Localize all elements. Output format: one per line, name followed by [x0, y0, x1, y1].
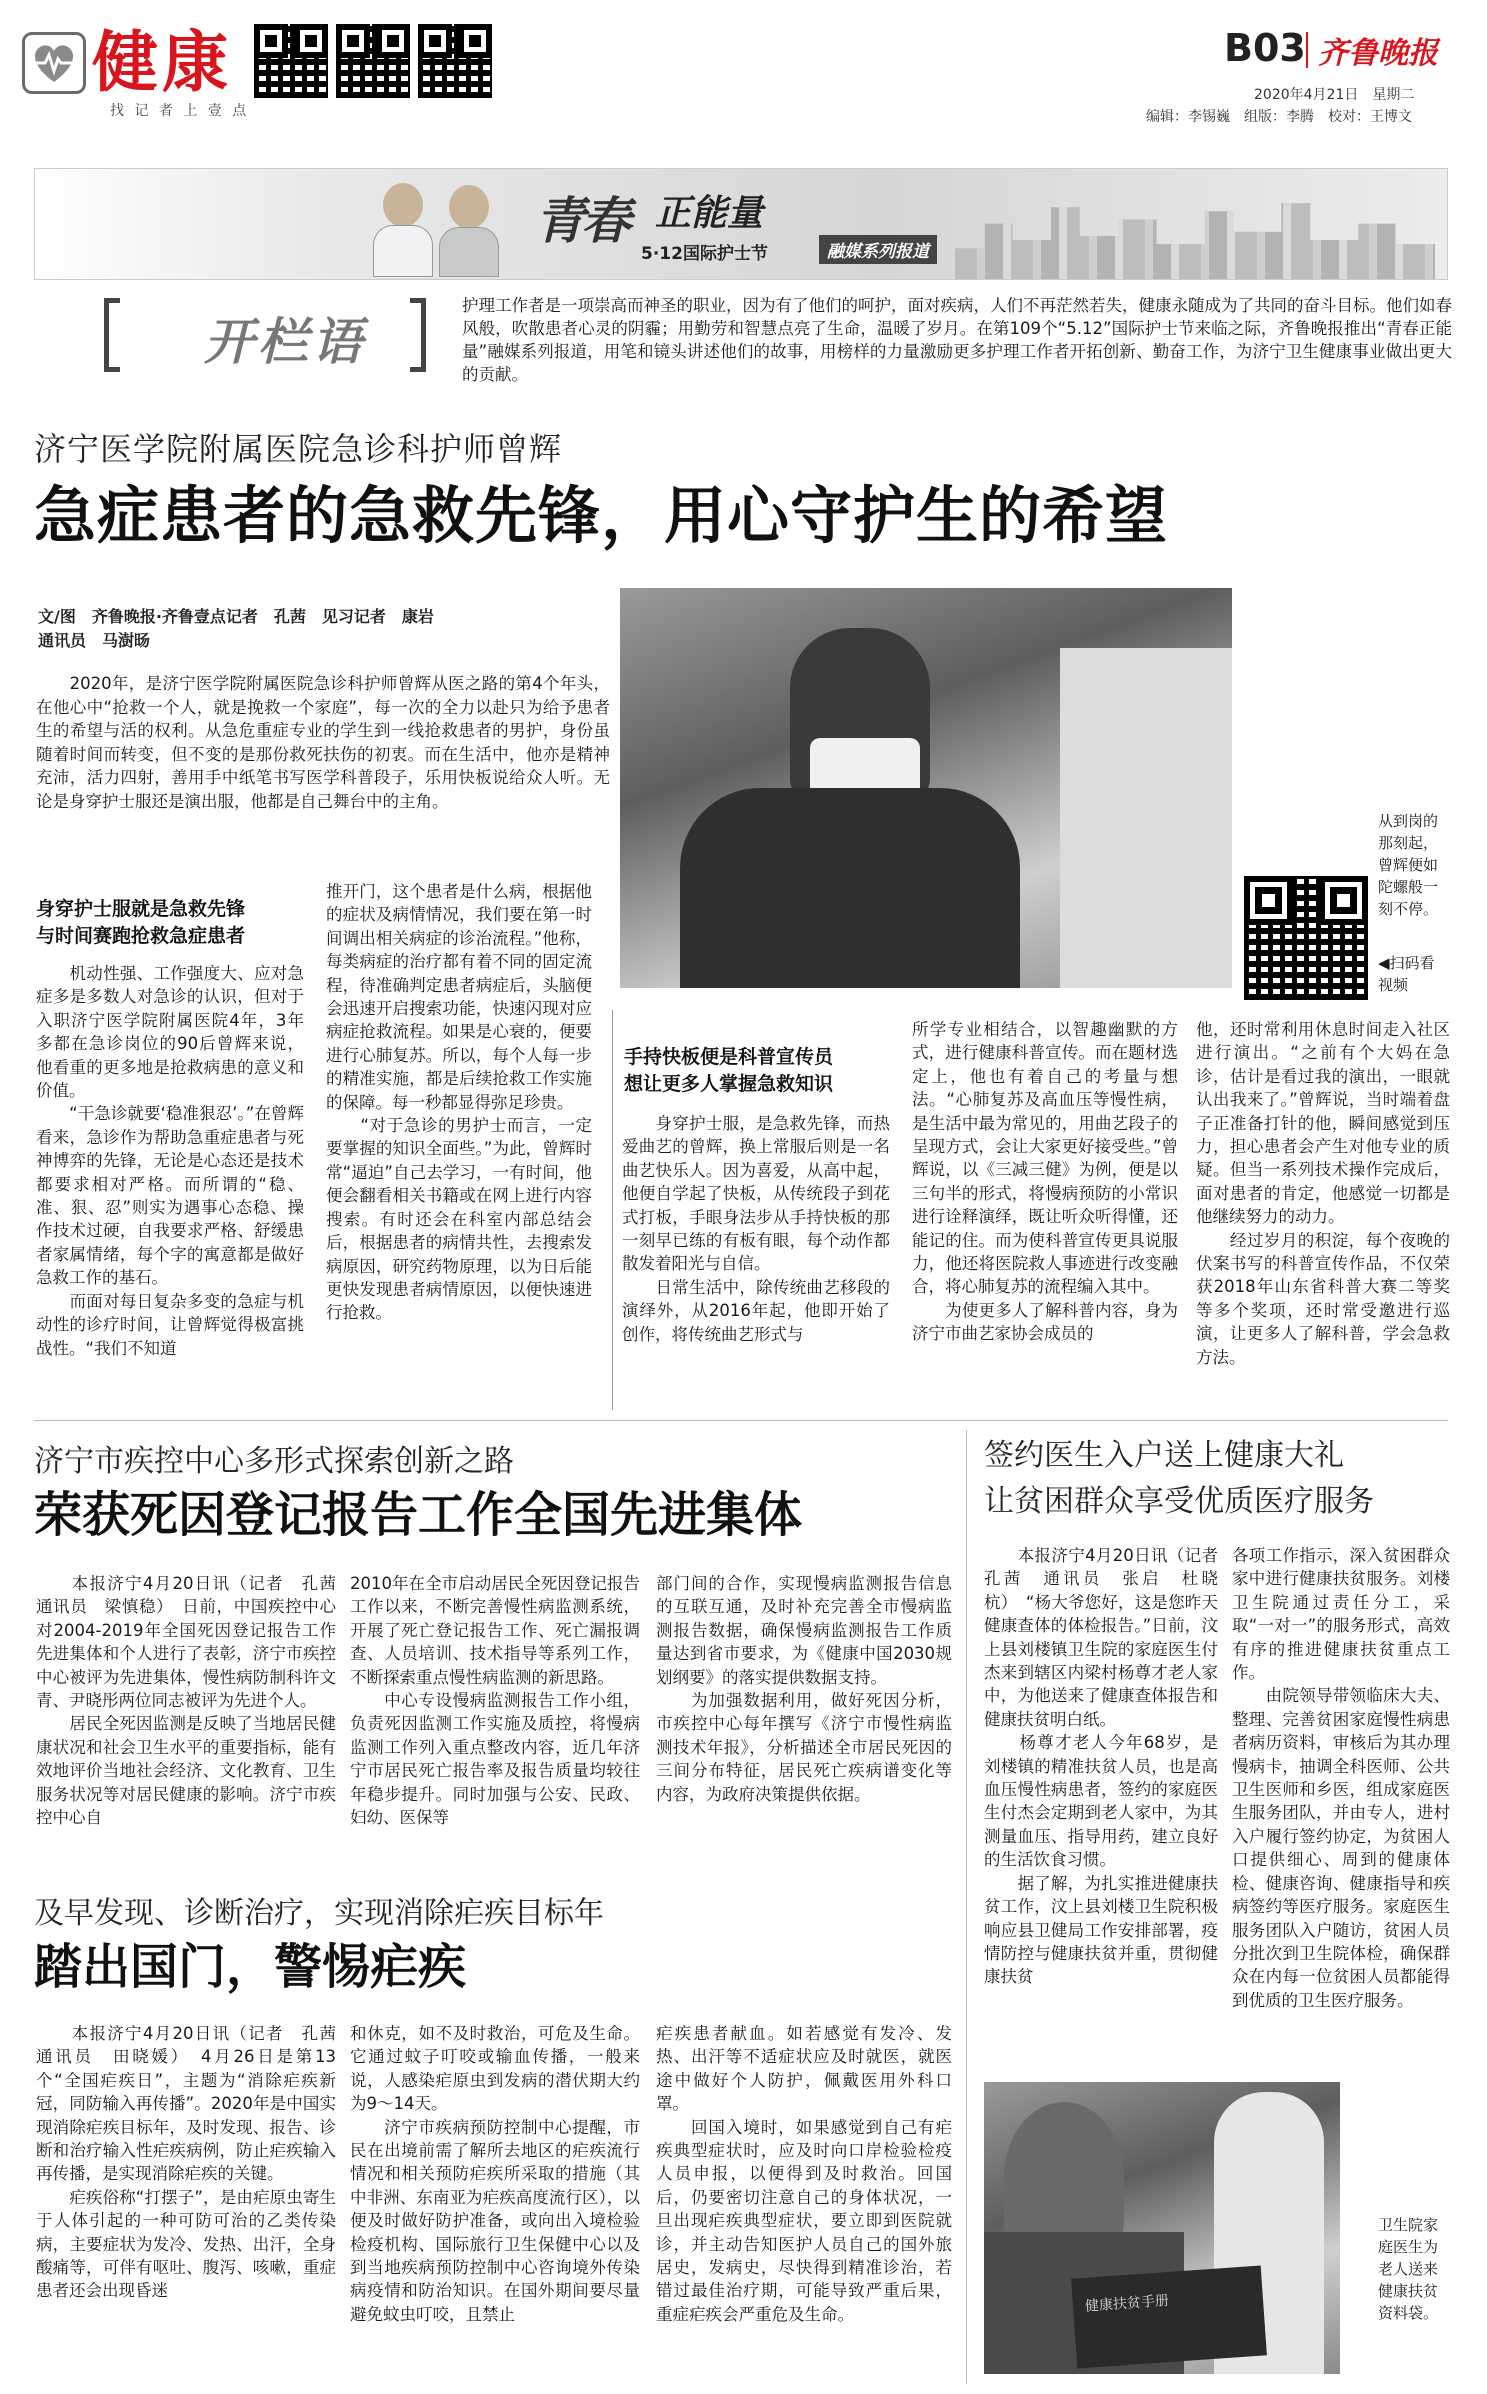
article1-lead: 2020年，是济宁医学院附属医院急诊科护师曾辉从医之路的第4个年头，在他心中“抢救一个人，就是挽救一个家庭”，每一次的全力以赴只为给予患者生的希望与活的权利。从急危重症专业的学生到一线抢救患者的男护，身份虽随着时间而转变，但不变的是那份救死扶伤的初衷。而在生活中，他亦是精神充沛，活力四射，善用手中纸笔书写医学科普段子，乐用快板说给众人听。无论是身穿护士服还是演出服，他都是自己舞台中的主角。 [36, 674, 610, 811]
article1-subhead-2: 手持快板便是科普宣传员 想让更多人掌握急救知识 [624, 1046, 834, 1095]
article2-headline: 荣获死因登记报告工作全国先进集体 [34, 1487, 803, 1543]
column-rule [612, 1010, 613, 1410]
article2-col1: 本报济宁4月20日讯（记者 孔茜 通讯员 梁慎稳） 日前，中国疾控中心对2004-2019年全国死因登记报告工作先进集体和个人进行了表彰，济宁市疾控中心被评为先进集体，慢性病防制科许文青、尹晓彤两位同志被评为先进个人。 居民全死因监测是反映了当地居民健康状况和社会卫生水平的重要指标，能有效地评价当地社会经济、文化教育、卫生服务状况等对居民健康的影响。济宁市疾控中心自 [36, 1574, 336, 1828]
article3-photo-caption: 卫生院家庭医生为老人送来健康扶贫资料袋。 [1378, 2216, 1439, 2322]
article1-qr-caption: ◀扫码看视频 [1378, 954, 1435, 994]
article2-col3: 部门间的合作，实现慢病监测报告信息的互联互通，及时补充完善全市慢病监测报告数据，确保慢病监测报告工作质量达到省市要求，为《健康中国2030规划纲要》的落实提供数据支持。 为加强数据利用，做好死因分析，市疾控中心每年撰写《济宁市慢性病监测技术年报》，分析描述全市居民死因的三间分布特征，居民死亡疾病谱变化等内容，为政府决策提供依据。 [656, 1574, 952, 1804]
section-logo [22, 32, 86, 94]
article4-col1: 本报济宁4月20日讯（记者 孔茜 通讯员 田晓媛） 4月26日是第13个“全国疟疾日”，主题为“消除疟疾新冠，同防输入再传播”。2020年是中国实现消除疟疾目标年，及时发现、报告、诊断和治疗输入性疟疾病例，防止疟疾输入再传播，是实现消除疟疾的关键。 疟疾俗称“打摆子”，是由疟原虫寄生于人体引起的一种可防可治的乙类传染病，主要症状为发冷、发热、出汗，全身酸痛等，可伴有呕吐、腹泻、咳嗽，重症患者还会出现昏迷 [36, 2024, 336, 2301]
banner-series: 融媒系列报道 [819, 235, 937, 264]
article4-col2: 和休克，如不及时救治，可危及生命。它通过蚊子叮咬或输血传播，一般来说，人感染疟原虫到发病的潜伏期大约为9～14天。 济宁市疾病预防控制中心提醒，市民在出境前需了解所去地区的疟疾流行情况和相关预防疟疾所采取的措施（其中非洲、东南亚为疟疾高度流行区），以便及时做好防护准备，或向出入境检验检疫机构、国际旅行卫生保健中心以及到当地疾病预防控制中心咨询境外传染病疫情和防治知识。在国外期间要尽量避免蚊虫叮咬，且禁止 [350, 2024, 640, 2324]
section-slogan: 找 记 者 上 壹 点 [110, 103, 250, 119]
qr-code-1[interactable] [254, 24, 328, 98]
article4-col3: 疟疾患者献血。如若感觉有发冷、发热、出汗等不适症状应及时就医，就医途中做好个人防护，佩戴医用外科口罩。 回国入境时，如果感觉到自己有疟疾典型症状时，应及时向口岸检验检疫人员申报，以便得到及时救治。回国后，仍要密切注意自己的身体状况，一旦出现疟疾典型症状，要立即到医院就诊，并主动告知医护人员自己的国外旅居史，发病史，尽快得到精准诊治，若错过最佳治疗期，可能导致严重后果，重症疟疾会严重危及生命。 [656, 2024, 952, 2324]
intro-label: 开栏语 [204, 313, 366, 371]
article1-col4: 所学专业相结合，以智趣幽默的方式，进行健康科普宣传。而在题材选定上，他也有着自己的考量与想法。“心肺复苏及高血压等慢性病，是生活中最为常见的，用曲艺段子的呈现方式，会让大家更好接受些。”曾辉说，以《三减三健》为例，便是以三句半的形式，将慢病预防的小常识进行诠释演绎，既让听众听得懂，还能记的住。而为使科普宣传更具说服力，他还将医院救人事迹进行改变融合，将心肺复苏的流程编入其中。 为使更多人了解科普内容，身为济宁市曲艺家协会成员的 [912, 1020, 1178, 1344]
article3-headline: 让贫困群众享受优质医疗服务 [984, 1484, 1374, 1519]
article2-col2: 2010年在全市启动居民全死因登记报告工作以来，不断完善慢性病监测系统，开展了死亡登记报告工作、死亡漏报调查、人员培训、技术指导等系列工作，不断探索重点慢性病监测的新思路。 中心专设慢病监测报告工作小组，负责死因监测工作实施及质控，将慢病监测工作列入重点整改内容，近几年济宁市居民死亡报告率及报告质量均较往年稳步提升。同时加强与公安、民政、妇幼、医保等 [350, 1574, 640, 1828]
banner-brush-text: 青春 [535, 191, 627, 250]
article3-photo [984, 2082, 1340, 2374]
article1-video-qr[interactable] [1244, 876, 1368, 1000]
heartbeat-icon [25, 35, 83, 91]
intro-bracket-left [104, 298, 120, 372]
article1-photo [620, 588, 1232, 988]
city-silhouette [955, 199, 1435, 280]
banner-nurse-day: 5·12国际护士节 [641, 244, 768, 264]
qr-code-2[interactable] [336, 24, 410, 98]
column-rule-right [966, 1430, 967, 2384]
article1-subhead-1: 身穿护士服就是急救先锋 与时间赛跑抢救急症患者 [36, 898, 246, 947]
article3-kicker: 签约医生入户送上健康大礼 [984, 1438, 1344, 1473]
nurse-illustration [365, 177, 515, 277]
article2-kicker: 济宁市疾控中心多形式探索创新之路 [34, 1444, 514, 1479]
booklet-title: 健康扶贫手册 [1084, 2292, 1170, 2315]
issue-date: 2020年4月21日 星期二 [1254, 87, 1415, 103]
article1-photo-caption: 从到岗的那刻起，曾辉便如陀螺般一刻不停。 [1378, 812, 1439, 918]
intro-bracket-right [410, 298, 426, 372]
article3-col1: 本报济宁4月20日讯（记者 孔茜 通讯员 张启 杜晓杭） “杨大爷您好，这是您昨天健康查体的体检报告。”日前，汶上县刘楼镇卫生院的家庭医生付杰来到辖区内梁村杨尊才老人家中，为他送来了健康查体报告和健康扶贫明白纸。 杨尊才老人今年68岁，是刘楼镇的精准扶贫人员，也是高血压慢性病患者，签约的家庭医生付杰会定期到老人家中，为其测量血压、指导用药，建立良好的生活饮食习惯。 据了解，为扎实推进健康扶贫工作，汶上县刘楼卫生院积极响应县卫健局工作安排部署，疫情防控与健康扶贫并重，贯彻健康扶贫 [984, 1546, 1218, 1987]
article1-kicker: 济宁医学院附属医院急诊科护师曾辉 [34, 430, 563, 468]
banner-title: 正能量 [655, 193, 764, 234]
intro-text: 护理工作者是一项崇高而神圣的职业，因为有了他们的呵护，面对疾病，人们不再茫然若失，健康永随成为了共同的奋斗目标。他们如春风般，吹散患者心灵的阴霾；用勤劳和智慧点亮了生命，温暖了岁月。在第109个“5.12”国际护士节来临之际，齐鲁晚报推出“青春正能量”融媒系列报道，用笔和镜头讲述他们的故事，用榜样的力量激励更多护理工作者开拓创新、勤奋工作，为济宁卫生健康事业做出更大的贡献。 [462, 296, 1452, 384]
paper-name: 齐鲁晚报 [1318, 36, 1438, 71]
masthead-divider [1306, 32, 1308, 68]
section-title: 健康 [92, 23, 232, 101]
article4-headline: 踏出国门，警惕疟疾 [34, 1939, 467, 1995]
section-divider [34, 1420, 1448, 1421]
article4-kicker: 及早发现、诊断治疗，实现消除疟疾目标年 [34, 1896, 604, 1931]
qr-code-3[interactable] [418, 24, 492, 98]
article1-byline-2: 通讯员 马澍旸 [38, 631, 151, 650]
health-booklet [1071, 2265, 1267, 2368]
article1-col1: 机动性强、工作强度大、应对急症多是多数人对急诊的认识，但对于入职济宁医学院附属医院4年，3年多都在急诊岗位的90后曾辉来说，他看重的更多地是抢救病患的意义和价值。 “干急诊就要‘稳准狠忍’。”在曾辉看来，急诊作为帮助急重症患者与死神博弈的先锋，无论是心态还是技术都要求相对严格。而所谓的“稳、准、狠、忍”则实为遇事心态稳、操作技术过硬，自我要求严格、舒缓患者家属情绪，每个字的寓意都是做好急救工作的基石。 而面对每日复杂多变的急症与机动性的诊疗时间，让曾辉觉得极富挑战性。“我们不知道 [36, 964, 304, 1358]
page-number: B03 [1224, 26, 1306, 70]
editor-credits: 编辑：李锡巍 组版：李腾 校对：王博文 [1146, 109, 1412, 125]
article3-col2: 各项工作指示，深入贫困群众家中进行健康扶贫服务。刘楼卫生院通过责任分工，采取“一对一”的服务形式，高效有序的推进健康扶贫重点工作。 由院领导带领临床大夫、整理、完善贫困家庭慢性病患者病历资料，审核后为其办理慢病卡，抽调全科医师、公共卫生医师和乡医，组成家庭医生服务团队，并由专人，进村入户履行签约协定，为贫困人口提供细心、周到的健康体检、健康咨询、健康指导和疾病签约等医疗服务。家庭医生服务团队入户随访，贫困人员分批次到卫生院体检，确保群众在内每一位贫困人员都能得到优质的卫生医疗服务。 [1232, 1546, 1450, 2010]
article1-col3: 身穿护士服，是急救先锋，而热爱曲艺的曾辉，换上常服后则是一名曲艺快乐人。因为喜爱，从高中起，他便自学起了快板，从传统段子到花式打板，手眼身法步从手持快板的那一刻早已练的有板有眼，每个动作都散发着阳光与自信。 日常生活中，除传统曲艺移段的演绎外，从2016年起，他即开始了创作，将传统曲艺形式与 [622, 1114, 890, 1344]
article1-col2: 推开门，这个患者是什么病，根据他的症状及病情情况，我们要在第一时间调出相关病症的诊治流程。”他称，每类病症的治疗都有着不同的固定流程，待准确判定患者病症后，头脑便会迅速开启搜索功能，快速闪现对应病症抢救流程。如果是心衰的，便要进行心肺复苏。所以，每个人每一步的精准实施，都是后续抢救工作实施的保障。每一秒都显得弥足珍贵。 “对于急诊的男护士而言，一定要掌握的知识全面些。”为此，曾辉时常“逼迫”自己去学习，一有时间，他便会翻看相关书籍或在网上进行内容搜索。有时还会在科室内部总结会后，根据患者的病情共性，去搜索发病原因，研究药物原理，以为日后能更快发现患者病情原因，以便快速进行抢救。 [326, 882, 592, 1323]
article1-headline: 急症患者的急救先锋，用心守护生的希望 [34, 479, 1169, 552]
article1-byline: 文/图 齐鲁晚报·齐鲁壹点记者 孔茜 见习记者 康岩 [38, 607, 434, 626]
series-banner [34, 168, 1448, 280]
article1-col5: 他，还时常利用休息时间走入社区进行演出。“之前有个大妈在急诊，估计是看过我的演出，一眼就认出我来了。”曾辉说，当时端着盘子正准备打针的他，瞬间感觉到压力，担心患者会产生对他专业的质疑。但当一系列技术操作完成后，面对患者的肯定，他感觉一切都是他继续努力的动力。 经过岁月的积淀，每个夜晚的伏案书写的科普宣传作品，不仅荣获2018年山东省科普大赛二等奖等多个奖项，还时常受邀进行巡演，让更多人了解科普，学会急救方法。 [1196, 1020, 1450, 1367]
